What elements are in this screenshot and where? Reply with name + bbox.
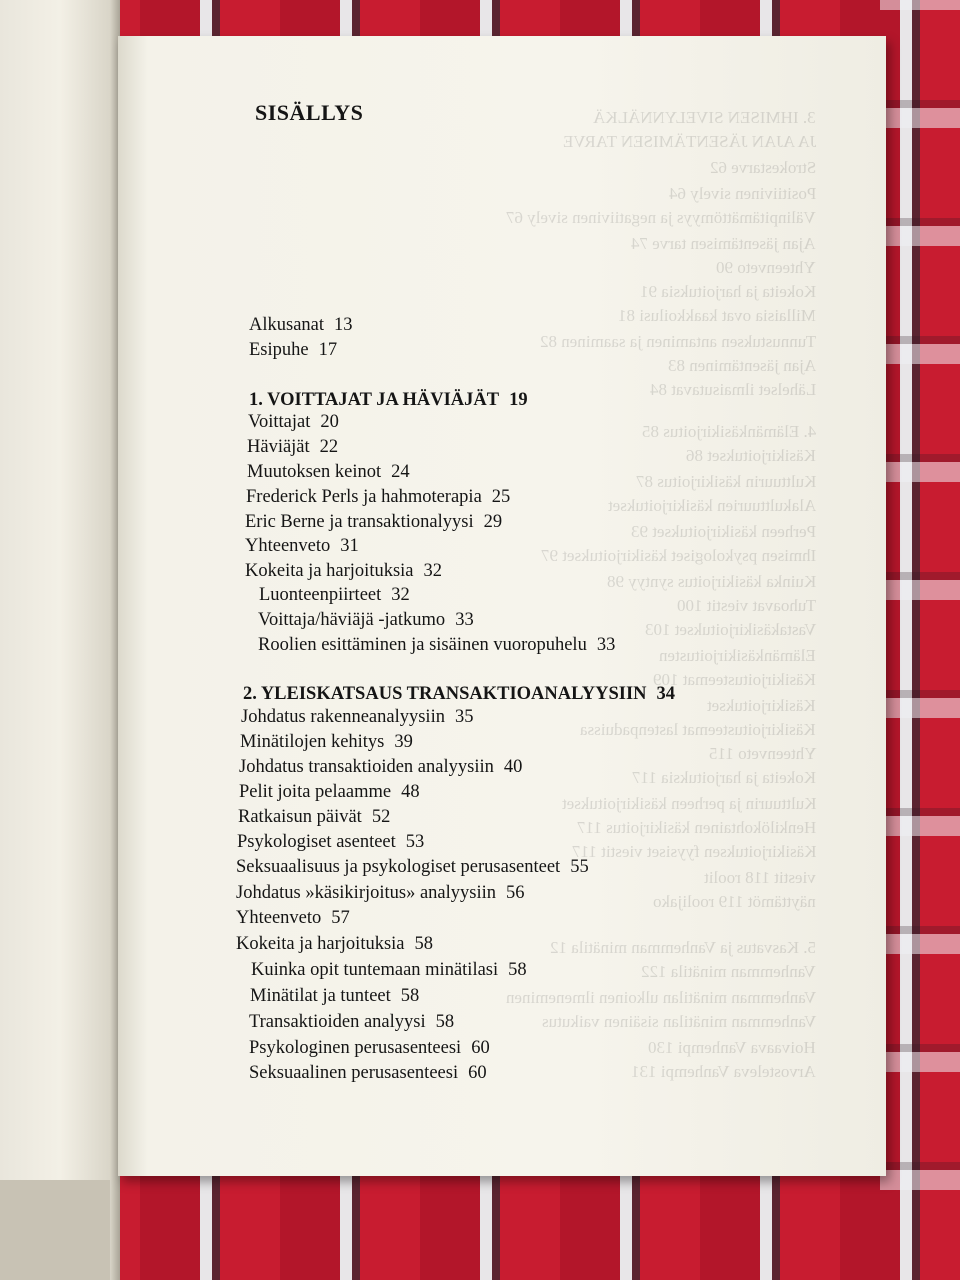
toc-entry: Pelit joita pelaamme 48	[239, 782, 420, 802]
toc-heading: SISÄLLYS	[255, 100, 364, 125]
toc-entry: Minätilojen kehitys 39	[240, 732, 413, 752]
chapter-heading: 2. YLEISKATSAUS TRANSAKTIOANALYYSIIN 34	[243, 684, 676, 704]
toc-entry: Voittajat 20	[248, 412, 339, 432]
toc-entry: Alkusanat 13	[249, 315, 353, 335]
toc-entry: Seksuaalisuus ja psykologiset perusasenteet 55	[236, 857, 589, 877]
toc-subentry: Roolien esittäminen ja sisäinen vuoropuhelu 33	[258, 635, 616, 655]
toc-subentry: Transaktioiden analyysi 58	[249, 1012, 455, 1032]
toc-subentry: Kuinka opit tuntemaan minätilasi 58	[251, 960, 527, 980]
toc-subentry: Luonteenpiirteet 32	[259, 585, 410, 605]
toc-entry: Psykologiset asenteet 53	[237, 832, 425, 852]
toc-entry: Esipuhe 17	[249, 340, 338, 360]
chapter-heading: 1. VOITTAJAT JA HÄVIÄJÄT 19	[249, 390, 528, 410]
toc-entry: Frederick Perls ja hahmoterapia 25	[246, 487, 511, 507]
toc-entry: Kokeita ja harjoituksia 32	[245, 561, 443, 581]
toc-subentry: Psykologinen perusasenteesi 60	[249, 1038, 490, 1058]
toc-entry: Eric Berne ja transaktionalyysi 29	[245, 512, 503, 532]
toc-entry: Yhteenveto 31	[245, 536, 359, 556]
toc-subentry: Seksuaalinen perusasenteesi 60	[249, 1063, 487, 1083]
toc-entry: Kokeita ja harjoituksia 58	[236, 934, 434, 954]
toc-subentry: Minätilat ja tunteet 58	[250, 986, 420, 1006]
toc-entry: Johdatus transaktioiden analyysiin 40	[239, 757, 523, 777]
toc-subentry: Voittaja/häviäjä -jatkumo 33	[258, 610, 474, 630]
toc-entry: Ratkaisun päivät 52	[238, 807, 391, 827]
toc-entry: Häviäjät 22	[247, 437, 339, 457]
toc-entry: Muutoksen keinot 24	[247, 462, 410, 482]
toc-entry: Yhteenveto 57	[236, 908, 350, 928]
toc-entry: Johdatus rakenneanalyysiin 35	[241, 707, 474, 727]
toc-entry: Johdatus »käsikirjoitus» analyysiin 56	[236, 883, 525, 903]
